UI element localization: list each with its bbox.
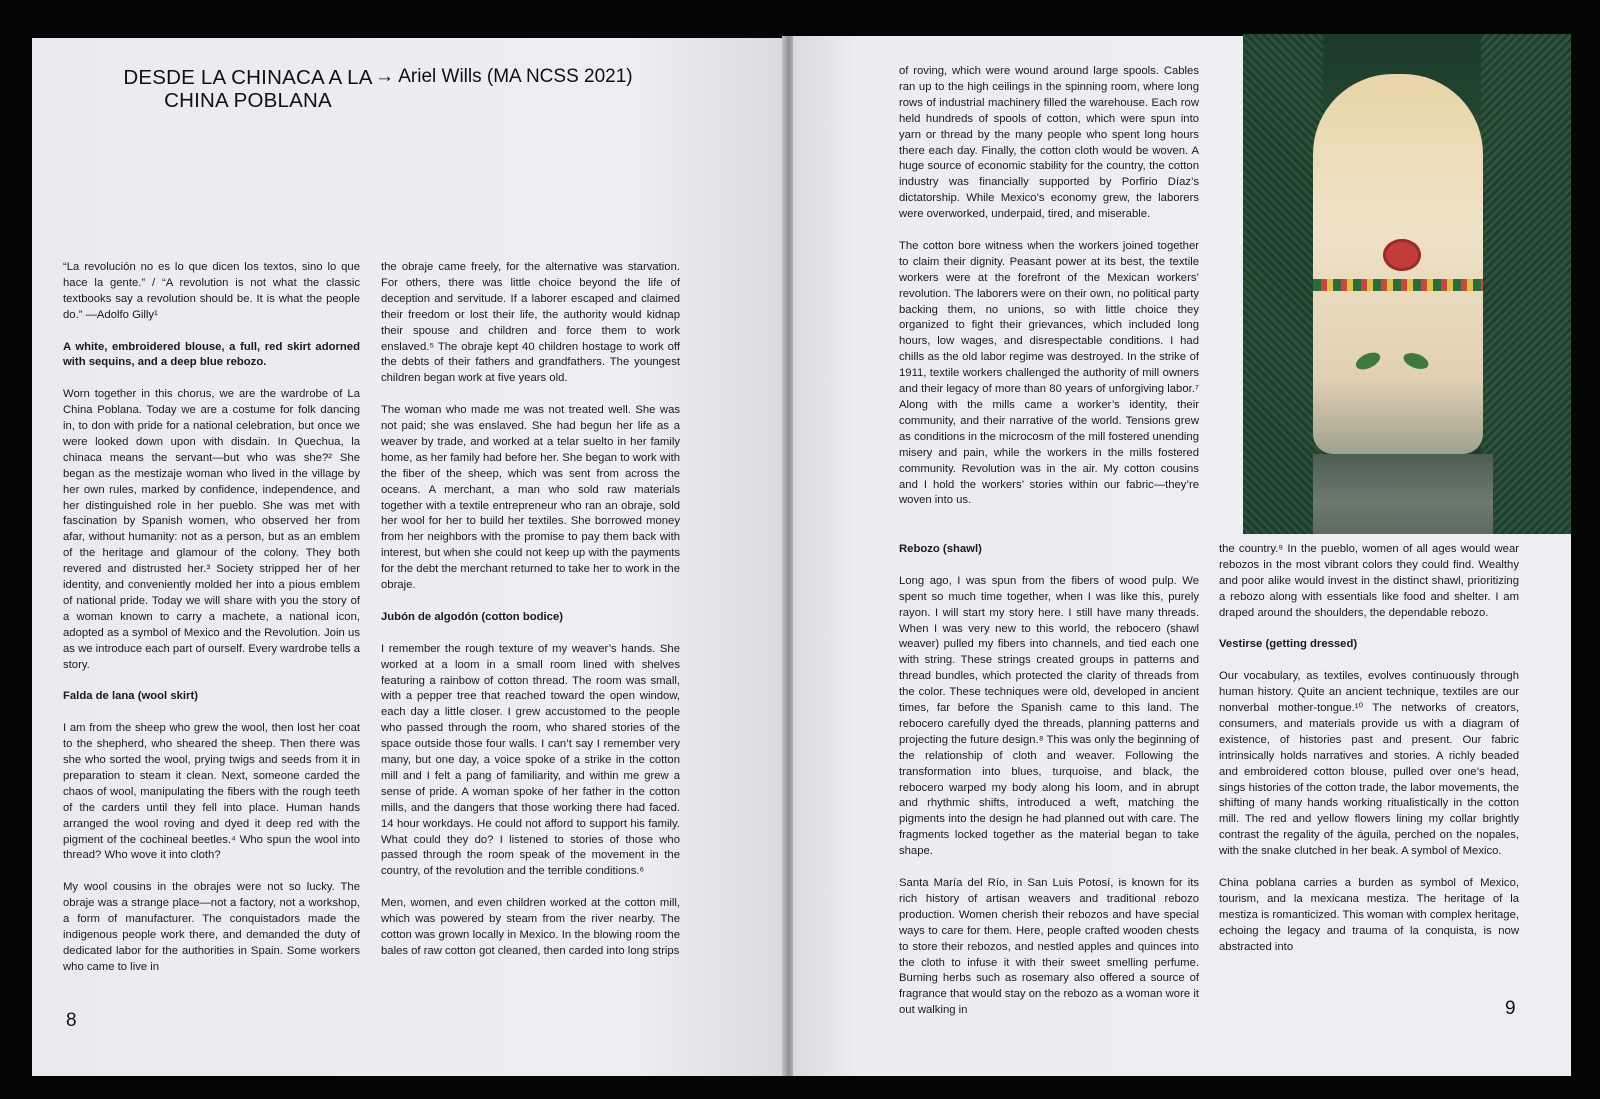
section-heading-rebozo: Rebozo (shawl) xyxy=(899,543,982,555)
left-column-1 xyxy=(63,260,360,992)
right-column-1-bottom xyxy=(899,542,1199,1035)
page-number-right: 9 xyxy=(1505,998,1516,1019)
green-shawl-left xyxy=(1243,34,1323,534)
page-number-left: 8 xyxy=(66,1010,77,1031)
skirt xyxy=(1313,454,1493,534)
paragraph: Our vocabulary, as textiles, evolves continuously through human history. Quite an ancient technique, textiles are our nonverbal mother-tongue.¹⁰ The networks of creators, consumers, and materials provide us with a diagram of existence, of histories past and present. Our fabric intrinsically holds narratives and stories. A richly beaded and embroidered cotton blouse, pulled over one’s head, sings histories of the cotton trade, the labor movements, the shifting of many hands working ritualistically in the cotton mill. The red and yellow flowers lining my collar brightly contrast the regality of the águila, perched on the nopales, with the snake clutched in her beak. A symbol of Mexico. xyxy=(1219,670,1519,858)
embroidered-collar-band xyxy=(1313,279,1483,291)
paragraph: Worn together in this chorus, we are the wardrobe of La China Poblana. Today we are a costume for folk dancing in, to don with pride for a national celebration, but once we were looked down upon with disdain. In Quechua, la chinaca means the servant—but who was she?² She began as the mestizaje woman who lived in the village by her own rules, marked by confidence, independence, and her distinguished role in her pueblo. She was met with fascination by Spanish women, who observed her from afar, without humanity: not as a person, but as an emblem of the heritage and glamour of the colony. They both revered and distrusted her.³ Society stripped her of her identity, and conveniently molded her into a pious emblem of national pride. Today we will share with you the story of a woman known to carry a machete, a national icon, adopted as a symbol of Mexico and the Revolution. Join us as we introduce each part of ourself. Every wardrobe tells a story. xyxy=(63,388,361,671)
section-heading-vestirse: Vestirse (getting dressed) xyxy=(1219,638,1358,651)
right-column-1-top xyxy=(899,64,1199,525)
author-byline: → Ariel Wills (MA NCSS 2021) xyxy=(375,66,633,87)
paragraph: the obraje came freely, for the alternative was starvation. For others, there was little choice beyond the life of deception and servitude. If a laborer escaped and claimed their freedom or lost their life, the authority would kidnap their spouse and children and force them to work enslaved.⁵ The obraje kept 40 children hostage to work off the debts of their fathers and grandfathers. The youngest children began work at five years old. xyxy=(381,261,680,385)
left-page xyxy=(32,38,784,1076)
paragraph: Santa María del Río, in San Luis Potosí, is known for its rich history of artisan weavers and traditional rebozo production. Women cherish their rebozos and have special ways to care for them. Here, people crafted wooden chests to store their rebozos, and nestled apples and quinces into the cloth to infuse it with their sweet smelling perfume. Burning herbs such as rosemary also offered a source of fragrance that would stay on the rebozo as a woman wore it out walking in xyxy=(899,877,1199,1017)
paragraph: I am from the sheep who grew the wool, then lost her coat to the shepherd, who sheared the sheep. Then there was she who sorted the wool, prying twigs and seeds from it in preparation to steam it clean. Next, someone carded the chaos of wool, manipulating the fibers with the rough teeth of the carders until they fell into place. Human hands arranged the wool roving and dyed it deep red with the pigment of the cochineal beetles.⁴ Who spun the wool into thread? Who wove it into cloth? xyxy=(63,722,360,862)
section-heading-jubon: Jubón de algodón (cotton bodice) xyxy=(381,610,563,623)
embroidered-blouse-photo xyxy=(1243,34,1571,534)
paragraph: Men, women, and even children worked at the cotton mill, which was powered by steam from the river nearby. The cotton was grown locally in Mexico. In the blowing room the bales of raw cotton got cleaned, then carded into long strips xyxy=(381,897,680,957)
article-title: DESDE LA CHINACA A LA CHINA POBLANA xyxy=(123,66,373,112)
paragraph: My wool cousins in the obrajes were not so lucky. The obraje was a strange place—not a factory, not a workshop, a form of manufacturer. The conquistadors made the indigenous people work there, and demanded the duty of dedicated labor for the authorities in Spain. Some workers who came to live in xyxy=(63,881,360,973)
paragraph: the country.⁹ In the pueblo, women of all ages would wear rebozos in the most vibrant colors they could find. Wealthy and poor alike would invest in the distinct shawl, prioritizing a rebozo along with essentials like food and shelter. I am draped around the shoulders, the dependable rebozo. xyxy=(1219,543,1519,619)
epigraph: “La revolución no es lo que dicen los textos, sino lo que hace la gente.” / “A revolution is not what the classic textbooks say a revolution should be. It is what the people do.” —Adolfo Gilly¹ xyxy=(63,261,360,321)
paragraph: Long ago, I was spun from the fibers of wood pulp. We spent so much time together, when I was like this, purely rayon. I will start my story here. I still have many threads. When I was very new to this world, the rebocero (shawl weaver) pulled my fibers into channels, and tied each one with string. These strings created groups in patterns and thread bundles, which protected the clarity of threads from the color. These techniques were old, developed in ancient times, far before the Spanish came to this land. The rebocero carefully dyed the threads, planning patterns and projecting the future design.⁸ This was only the beginning of the relationship of cloth and weaver. Following the transformation into blues, turquoise, and black, the rebocero warped my body along his loom, and in abrupt and rhythmic shifts, introduced a weft, matching the pigments into the design he had planned out with care. The fragments locked together as the material began to take shape. xyxy=(899,574,1199,858)
paragraph: The woman who made me was not treated well. She was not paid; she was enslaved. She had begun her life as a weaver by trade, and worked at a telar suelto in her family home, as her family had before her. She began to work with the fiber of the sheep, which was sent from across the oceans. A merchant, a man who sold raw materials together with a textile entrepreneur who ran an obraje, sold her wool for her to build her textiles. She borrowed money from her neighbors with the promise to pay them back with interest, but when she could not keep up with the payments for the debt the merchant returned to take her to work in the obraje. xyxy=(381,404,680,592)
red-flower-embroidery xyxy=(1383,239,1421,271)
right-column-2 xyxy=(1219,542,1519,971)
lead-sentence: A white, embroidered blouse, a full, red skirt adorned with sequins, and a deep blue rebozo. xyxy=(63,340,360,369)
paragraph: I remember the rough texture of my weaver’s hands. She worked at a loom in a small room lined with shelves featuring a rainbow of cotton thread. The room was small, with a pepper tree that reached toward the open window, each day a little closer. I grew accustomed to the people who passed through the room, who shared stories of the space outside those four walls. I can’t say I remember very many, but one day, a voice spoke of a strike in the cotton mill and I felt a pang of familiarity, and within me grew a sense of pride. A woman spoke of her father in the cotton mills, and the dangers that those working there had faced. 14 hour workdays. He could not afford to support his family. What could they do? I listened to stories of those who passed through the room speak of the movement in the country, of the revolution and the terrible conditions.⁶ xyxy=(381,642,680,878)
paragraph: of roving, which were wound around large spools. Cables ran up to the high ceilings in the spinning room, where long rows of industrial machinery filled the warehouse. Each row held hundreds of spools of cotton, which were spun into yarn or thread by the many people who spent long hours there each day. Finally, the cotton cloth would be woven. A huge source of economic stability for the country, the cotton industry was financially supported by Porfirio Díaz’s dictatorship. While Mexico’s economy grew, the laborers were overworked, underpaid, tired, and miserable. xyxy=(899,65,1199,221)
green-shawl-right xyxy=(1481,34,1571,534)
left-column-2 xyxy=(381,260,680,976)
paragraph: The cotton bore witness when the workers joined together to claim their dignity. Peasant power at its best, the textile workers were at the forefront of the Mexican workers’ revolution. The laborers were on their own, no political party backing them, no unions, so with little choice they organized to fight their grievances, which included long hours, low wages, and disrespectable conditions. I had chills as the old labor regime was destroyed. In the strike of 1911, textile workers challenged the authority of mill owners and their legacy of more than 80 years of unforgiving labor.⁷ Along with the mills came a worker’s identity, their community, and their narrative of the world. Tensions grew as conditions in the microcosm of the mill fostered unending misery and pain, while the workers in the mills fostered community. Revolution was in the air. My cotton cousins and I hold the workers’ stories within our fabric—they’re woven into us. xyxy=(899,239,1199,507)
section-heading-falda: Falda de lana (wool skirt) xyxy=(63,690,198,703)
paragraph: China poblana carries a burden as symbol of Mexico, tourism, and la mexicana mestiza. The heritage of la mestiza is romanticized. This woman with complex heritage, echoing the legacy and trauma of la conquista, is now abstracted into xyxy=(1219,876,1519,953)
